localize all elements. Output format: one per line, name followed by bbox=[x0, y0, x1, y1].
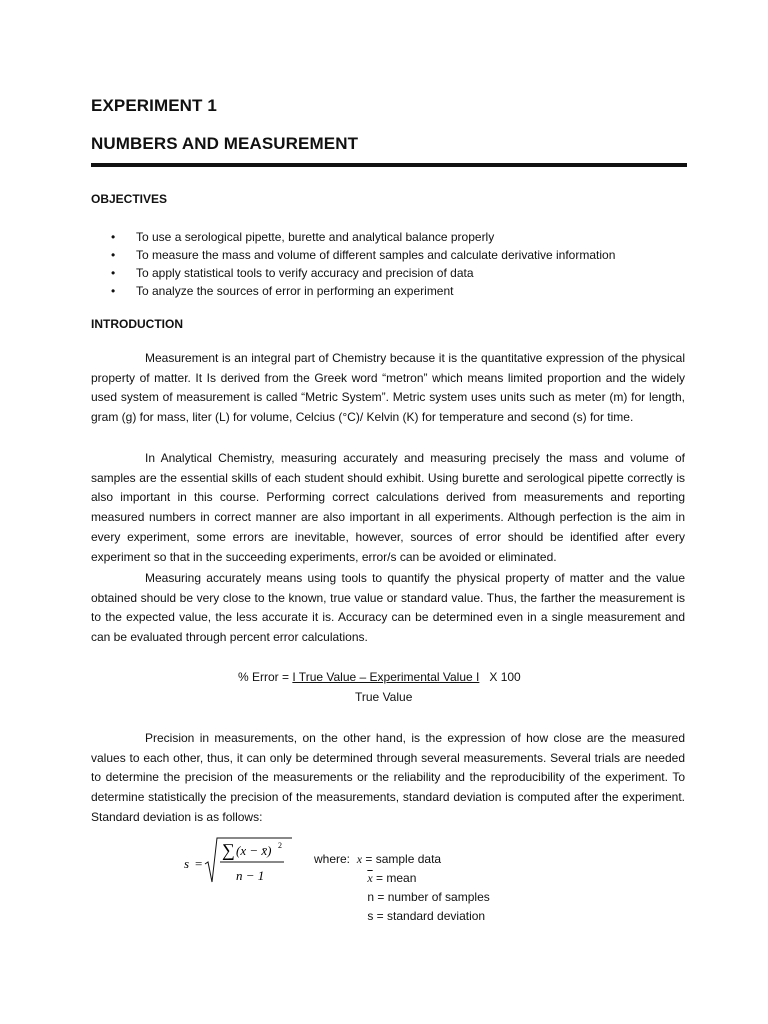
percent-error-numerator: I True Value – Experimental Value I bbox=[292, 670, 480, 684]
x-symbol: x bbox=[356, 852, 363, 866]
list-item bbox=[314, 907, 490, 926]
objectives-list bbox=[111, 228, 615, 300]
s-definition: s = standard deviation bbox=[367, 909, 486, 923]
objective-text: To apply statistical tools to verify accuracy and precision of data bbox=[136, 266, 474, 280]
xbar-symbol: $\overline{x}$ bbox=[367, 871, 373, 885]
objective-text: To analyze the sources of error in performing an experiment bbox=[136, 284, 454, 298]
n-definition: n = number of samples bbox=[367, 890, 490, 904]
list-item bbox=[111, 246, 615, 264]
bullet-icon: • bbox=[111, 248, 116, 262]
sqrt-radical-icon bbox=[184, 836, 294, 888]
xbar-definition: = mean bbox=[372, 871, 417, 885]
x-definition: = sample data bbox=[362, 852, 442, 866]
where-label: where: bbox=[314, 852, 351, 866]
intro-paragraph-4: Precision in measurements, on the other hand, is the expression of how close are the measured values to each other, thus, it can only be determined through several measurements. Several trials are needed to determine the precision of the measurements or the reliability and the reproducibility of the experiment. To determine statistically the precision of the measurements, standard deviation is computed after the experiment. Standard deviation is as follows: bbox=[91, 731, 685, 824]
percent-error-multiplier: X 100 bbox=[489, 670, 521, 684]
introduction-heading: INTRODUCTION bbox=[91, 317, 183, 331]
experiment-title: NUMBERS AND MEASUREMENT bbox=[91, 134, 359, 153]
list-item bbox=[111, 282, 615, 300]
sd-power: 2 bbox=[278, 841, 282, 850]
sd-s-symbol: s bbox=[184, 856, 190, 871]
bullet-icon: • bbox=[111, 230, 116, 244]
list-item bbox=[314, 869, 490, 888]
title-divider bbox=[91, 163, 687, 167]
sd-equals: = bbox=[195, 856, 203, 871]
list-item bbox=[314, 850, 490, 869]
sd-sum-symbol: ∑ bbox=[222, 840, 235, 860]
percent-error-denominator: True Value bbox=[355, 690, 413, 704]
variable-definitions bbox=[314, 850, 490, 926]
bullet-icon: • bbox=[111, 266, 116, 280]
intro-paragraph-2: In Analytical Chemistry, measuring accurately and measuring precisely the mass and volume of samples are the essential skills of each student should exhibit. Using burette and serological pipette correctly is also important in this course. Performing correct calculations derived from measurements and reporting measured numbers in correct manner are also important in all experiments. Although perfection is the aim in every experiment, some errors are inevitable, however, sources of error should be identified after every experiment so that in the succeeding experiments, error/s can be avoided or eliminated. bbox=[91, 451, 685, 564]
sd-denominator: n − 1 bbox=[236, 868, 265, 883]
standard-deviation-formula bbox=[184, 836, 294, 888]
objective-text: To use a serological pipette, burette and analytical balance properly bbox=[136, 230, 495, 244]
objectives-heading: OBJECTIVES bbox=[91, 192, 168, 206]
intro-paragraph-3: Measuring accurately means using tools to quantify the physical property of matter and the value obtained should be very close to the known, true value or standard value. Thus, the farther the measurement is to the expected value, the less accurate it is. Accuracy can be determined even in a single measurement and can be evaluated through percent error calculations. bbox=[91, 571, 685, 645]
percent-error-lhs: % Error = bbox=[238, 670, 293, 684]
objective-text: To measure the mass and volume of different samples and calculate derivative information bbox=[136, 248, 616, 262]
sd-term: (x − x̄) bbox=[236, 843, 272, 858]
percent-error-formula bbox=[238, 670, 521, 684]
experiment-number: EXPERIMENT 1 bbox=[91, 96, 217, 115]
bullet-icon: • bbox=[111, 284, 116, 298]
intro-paragraph-1: Measurement is an integral part of Chemistry because it is the quantitative expression of the physical property of matter. It Is derived from the Greek word “metron” which means limited proportion and the widely used system of measurement is called “Metric System”. Metric system uses units such as meter (m) for length, gram (g) for mass, liter (L) for volume, Celcius (°C)/ Kelvin (K) for temperature and second (s) for time. bbox=[91, 351, 685, 425]
list-item bbox=[314, 888, 490, 907]
list-item bbox=[111, 228, 615, 246]
list-item bbox=[111, 264, 615, 282]
